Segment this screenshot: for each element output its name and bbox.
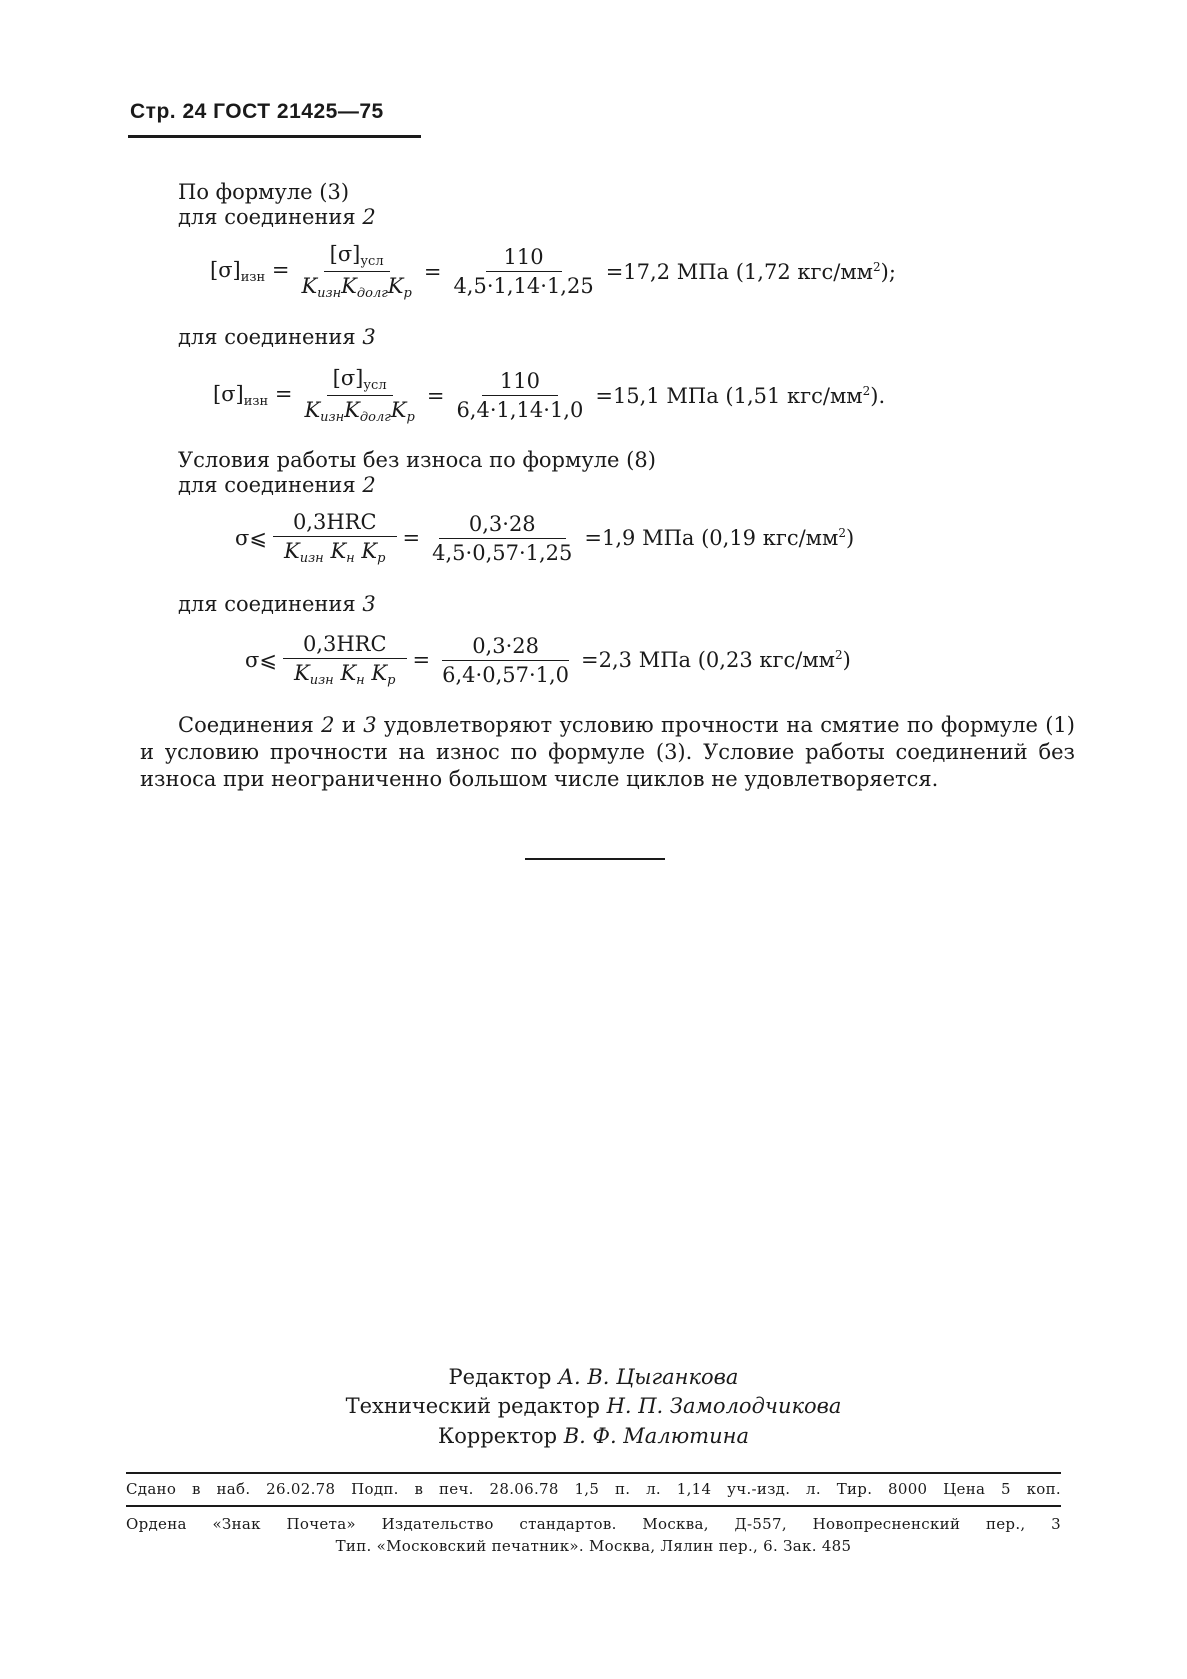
eq1-lhs: $[\sigma]_{изн}$ = xyxy=(210,258,290,285)
formula-ref-line: По формуле (3) xyxy=(178,180,350,204)
credit-corrector: Корректор В. Ф. Малютина xyxy=(438,1424,749,1448)
section-separator xyxy=(525,858,665,860)
page-number: Стр. 24 xyxy=(130,100,207,123)
eq4-result: =2,3 МПа (0,23 кгс/$мм^2$) xyxy=(581,648,851,672)
page-header xyxy=(130,100,384,124)
equation-4: σ⩽ $\frac{\text{0,3HRC}}{K_{изн} K_н K_р}$ = $\frac{0,3\cdot 28}{6,4\cdot 0,57\cdot 1,0}$ =2,3 МПа (0,23 кгс/$мм^2$) xyxy=(245,632,851,688)
connection-3-label-b: для соединения 3 xyxy=(178,592,376,616)
conclusion-paragraph: Соединения 2 и 3 удовлетворяют условию прочности на смятие по формуле (1) и условию прочности на износ по формуле (3). Условие работы соединений без износа при неограниченно большом числе циклов не удовлетворяется. xyxy=(140,713,1075,791)
eq3-fraction-symbolic: $\frac{\text{0,3HRC}}{K_{изн} K_н K_р}$ xyxy=(273,510,397,566)
eq1-fraction-symbolic: $\frac{[\sigma]_{усл}}{K_{изн}K_{долг}K_р}$ xyxy=(301,242,412,301)
eq1-fraction-numeric: $\frac{110}{4,5\cdot 1,14\cdot 1,25}$ xyxy=(453,245,594,298)
eq1-result: =17,2 МПа (1,72 кгс/$мм^2$); xyxy=(605,259,896,284)
connection-2-label: для соединения 2 xyxy=(178,205,376,229)
eq3-lhs: σ⩽ xyxy=(235,526,267,550)
credit-editor: Редактор А. В. Цыганкова xyxy=(448,1365,739,1389)
eq4-lhs: σ⩽ xyxy=(245,648,277,672)
connection-2-label-b: для соединения 2 xyxy=(178,473,376,497)
standard-title: ГОСТ 21425—75 xyxy=(213,100,384,123)
imprint-rule-bottom xyxy=(126,1505,1061,1507)
equation-2: $[\sigma]_{изн}$ = $\frac{[\sigma]_{усл}}{K_{изн}K_{долг}K_р}$ = $\frac{110}{6,4\cdot 1,14\cdot 1,0}$ =15,1 МПа (1,51 кгс/$мм^2$). xyxy=(213,366,886,425)
equation-1: $[\sigma]_{изн}$ = $\frac{[\sigma]_{усл}}{K_{изн}K_{долг}K_р}$ = $\frac{110}{4,5\cdot 1,14\cdot 1,25}$ =17,2 МПа (1,72 кгс/$мм^2$); xyxy=(210,242,896,301)
eq2-result: =15,1 МПа (1,51 кгс/$мм^2$). xyxy=(595,383,886,408)
imprint-line-2: Ордена «Знак Почета» Издательство стандартов. Москва, Д-557, Новопресненский пер., 3 xyxy=(126,1515,1061,1533)
equation-3: σ⩽ $\frac{\text{0,3HRC}}{K_{изн} K_н K_р}$ = $\frac{0,3\cdot 28}{4,5\cdot 0,57\cdot 1,25}$ =1,9 МПа (0,19 кгс/$мм^2$) xyxy=(235,510,855,566)
credit-tech-editor: Технический редактор Н. П. Замолодчикова xyxy=(345,1394,842,1418)
connection-3-label-a: для соединения 3 xyxy=(178,325,376,349)
eq2-fraction-numeric: $\frac{110}{6,4\cdot 1,14\cdot 1,0}$ xyxy=(456,369,584,422)
conditions-line: Условия работы без износа по формуле (8) xyxy=(178,448,656,472)
imprint-rule-top xyxy=(126,1472,1061,1474)
imprint-line-1: Сдано в наб. 26.02.78 Подп. в печ. 28.06.78 1,5 п. л. 1,14 уч.-изд. л. Тир. 8000 Цена 5 коп. xyxy=(126,1480,1061,1498)
eq3-result: =1,9 МПа (0,19 кгс/$мм^2$) xyxy=(584,526,855,550)
header-rule xyxy=(128,135,421,138)
imprint-line-3: Тип. «Московский печатник». Москва, Лялин пер., 6. Зак. 485 xyxy=(335,1537,852,1555)
eq4-fraction-symbolic: $\frac{\text{0,3HRC}}{K_{изн} K_н K_р}$ xyxy=(283,632,407,688)
eq2-lhs: $[\sigma]_{изн}$ = xyxy=(213,382,293,409)
eq3-fraction-numeric: $\frac{0,3\cdot 28}{4,5\cdot 0,57\cdot 1,25}$ xyxy=(432,511,573,565)
eq2-fraction-symbolic: $\frac{[\sigma]_{усл}}{K_{изн}K_{долг}K_р}$ xyxy=(304,366,415,425)
eq4-fraction-numeric: $\frac{0,3\cdot 28}{6,4\cdot 0,57\cdot 1,0}$ xyxy=(442,633,570,687)
